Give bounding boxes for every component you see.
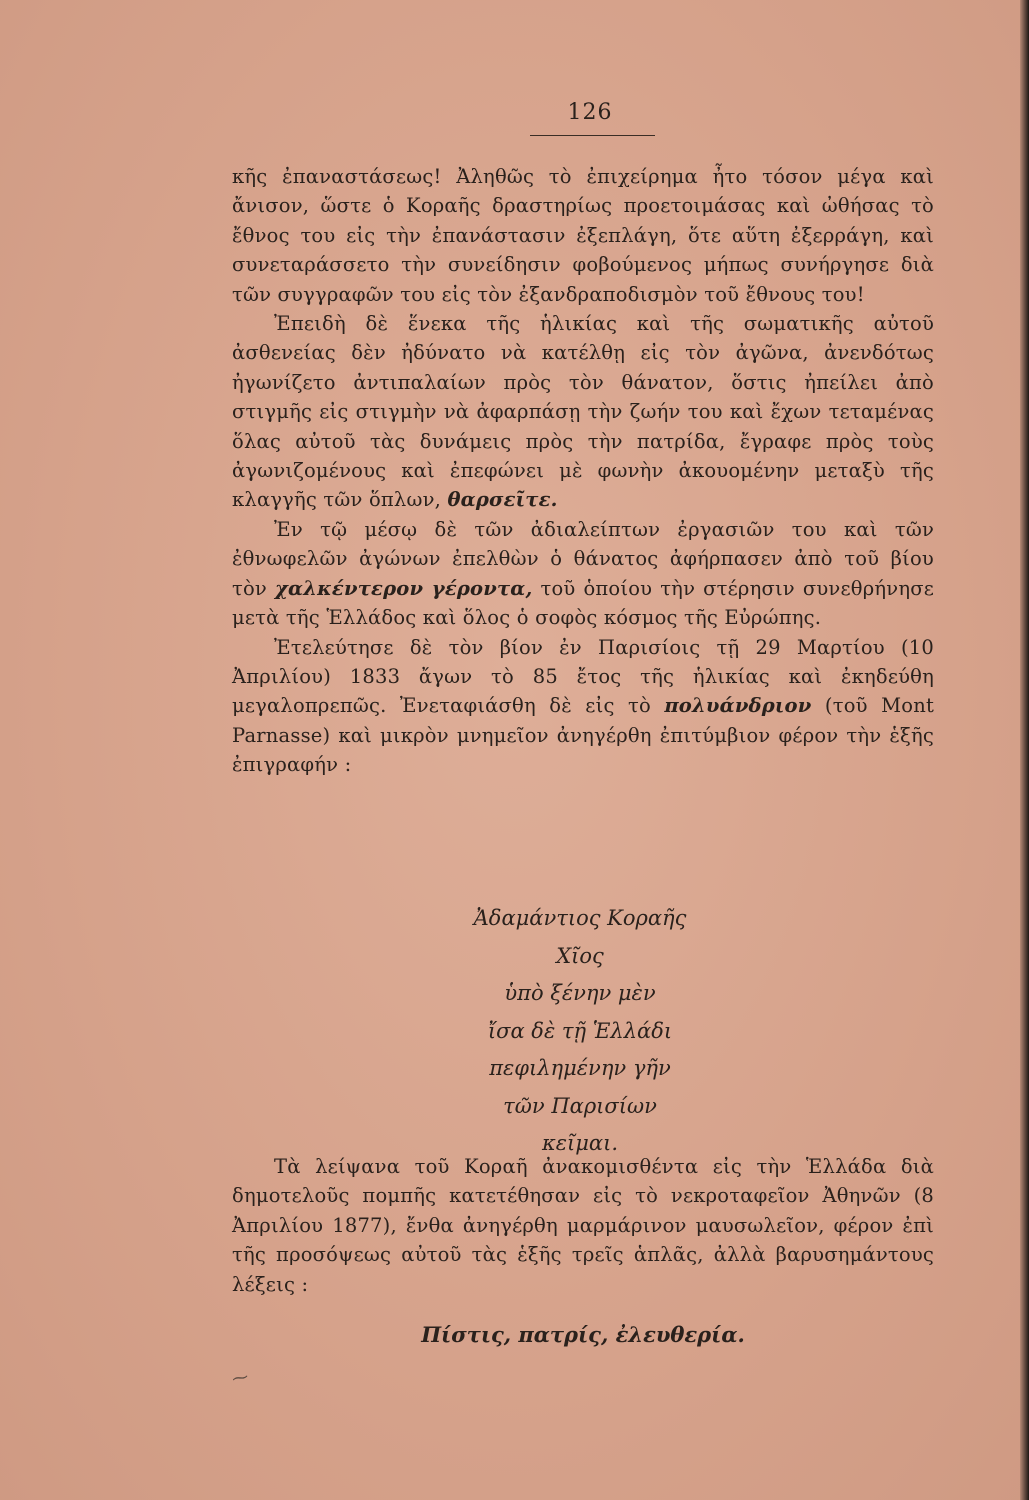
body-text [232,162,934,780]
paragraph-2-emphasis: θαρσεῖτε. [447,488,558,512]
paragraph-4-text-b: (τοῦ Mont Parnasse) καὶ μικρὸν μνημεῖον ἀνηγέρθη ἐπιτύμβιον φέρον τὴν ἑξῆς ἐπιγραφήν : [232,694,935,777]
epitaph-line: Ἀδαμάντιος Κοραῆς [473,906,687,930]
paragraph-1 [232,162,934,309]
paragraph-1-text: κῆς ἐπαναστάσεως! Ἀληθῶς τὸ ἐπιχείρημα ἦτο τόσον μέγα καὶ ἄνισον, ὥστε ὁ Κοραῆς δραστηρίως προετοιμάσας καὶ ὠθήσας τὸ ἔθνος του εἰς τὴν ἐπανάστασιν ἐξεπλάγη, ὅτε αὕτη ἐξερράγη, καὶ συνεταράσσετο τὴν συνείδησιν φοβούμενος μήπως συνήργησε διὰ τῶν συγγραφῶν του εἰς τὸν ἐξανδραποδισμὸν τοῦ ἔθνους του! [232,165,934,306]
motto-inscription: Πίστις, πατρίς, ἐλευθερία. [421,1322,745,1347]
paragraph-4 [232,633,934,780]
paragraph-4-text-a: Ἐτελεύτησε δὲ τὸν βίον ἐν Παρισίοις τῇ 29 Μαρτίου (10 Ἀπριλίου) 1833 ἄγων τὸ 85 ἔτος τῆς ἡλικίας καὶ ἐκηδεύθη μεγαλοπρεπῶς. Ἐνεταφιάσθη δὲ εἰς τὸ [232,635,934,718]
page-edge-shadow [1020,0,1029,1500]
paragraph-4-emphasis: πολυάνδριον [664,694,812,718]
paragraph-5: Τὰ λείψανα τοῦ Κοραῆ ἀνακομισθέντα εἰς τὴν Ἑλλάδα διὰ δημοτελοῦς πομπῆς κατετέθησαν εἰς τὸ νεκροταφεῖον Ἀθηνῶν (8 Ἀπριλίου 1877), ἔνθα ἀνηγέρθη μαρμάρινον μαυσωλεῖον, φέρον ἐπὶ τῆς προσόψεως αὐτοῦ τὰς ἑξῆς τρεῖς ἁπλᾶς, ἀλλὰ βαρυσημάντους λέξεις : [232,1155,934,1296]
epitaph-line: ἴσα δὲ τῇ Ἑλλάδι [487,1018,673,1043]
epitaph-line: κεῖμαι. [541,1131,618,1155]
epitaph-line: πεφιλημένην γῆν [489,1056,671,1080]
paragraph-2 [232,309,934,515]
epitaph-line: τῶν Παρισίων [503,1093,657,1118]
epitaph-line: ὑπὸ ξένην μὲν [504,981,656,1005]
page-number-rule [530,135,655,136]
page-number: 126 [567,100,613,125]
paragraph-3-text-a: Ἐν τῷ μέσῳ δὲ τῶν ἀδιαλείπτων ἐργασιῶν του καὶ τῶν ἐθνωφελῶν ἀγώνων ἐπελθὼν ὁ θάνατος ἀφήρπασεν ἀπὸ τοῦ βίου τὸν [232,517,934,600]
stray-pen-mark: ⁓ [230,1366,250,1389]
body-text-lower [232,1152,934,1299]
epitaph-inscription [300,900,860,1163]
paragraph-3-emphasis: χαλκέντερον γέροντα, [274,576,533,600]
paragraph-3 [232,515,934,633]
epitaph-line: Χῖος [556,943,604,968]
paragraph-3-text-b: τοῦ ὁποίου τὴν στέρησιν συνεθρήνησε μετὰ τῆς Ἑλλάδος καὶ ὅλος ὁ σοφὸς κόσμος τῆς Εὐρώπης. [232,576,935,630]
paragraph-2-text: Ἐπειδὴ δὲ ἕνεκα τῆς ἡλικίας καὶ τῆς σωματικῆς αὐτοῦ ἀσθενείας δὲν ἠδύνατο νὰ κατέλθῃ εἰς τὸν ἀγῶνα, ἀνενδότως ἠγωνίζετο ἀντιπαλαίων πρὸς τὸν θάνατον, ὅστις ἠπείλει ἀπὸ στιγμῆς εἰς στιγμὴν νὰ ἀφαρπάσῃ τὴν ζωήν του καὶ ἔχων τεταμένας ὅλας αὐτοῦ τὰς δυνάμεις πρὸς τὴν πατρίδα, ἔγραφε πρὸς τοὺς ἀγωνιζομένους καὶ ἐπεφώνει μὲ φωνὴν ἀκουομένην μεταξὺ τῆς κλαγγῆς τῶν ὅπλων, [232,312,934,512]
